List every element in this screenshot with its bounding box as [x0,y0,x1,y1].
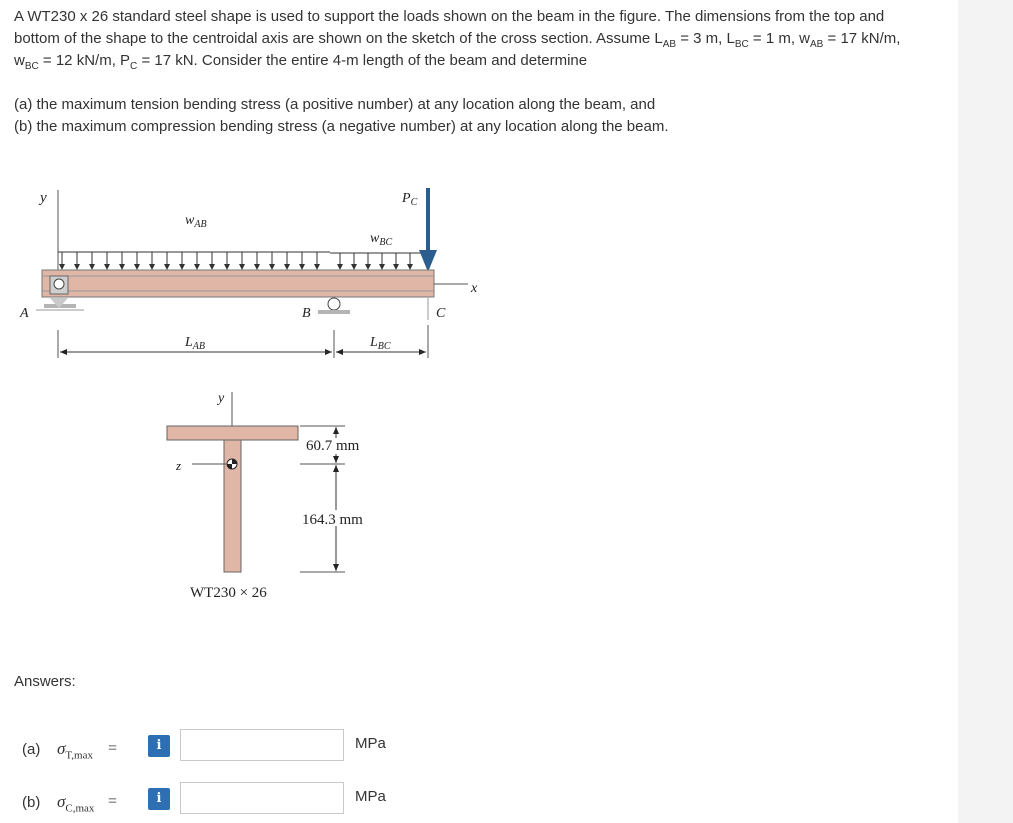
answer-part-b-label: (b) [22,794,41,811]
problem-line-2 [14,28,944,50]
x-axis-label: x [471,281,478,296]
load-arrowhead [407,264,413,270]
dimension-bottom: 164.3 mm [302,512,363,528]
centroid-symbol [227,459,237,469]
beam-figure [0,180,520,610]
sigma-glyph: σ [57,792,66,811]
point-label-a: A [20,306,29,321]
load-arrowhead [269,264,275,270]
answer-a-input[interactable] [180,729,344,761]
load-arrowhead [194,264,200,270]
answer-row-a [0,735,500,769]
sigma-subscript: C,max [65,802,95,815]
problem-text: bottom of the shape to the centroidal axis are shown on the sketch of the cross section. Assume L [14,30,663,47]
subscript: BC [24,61,39,72]
point-load-pc-arrowhead [419,250,437,272]
distributed-load-wab [58,252,330,270]
answer-b-unit: MPa [355,788,386,805]
subscript: BC [734,39,749,50]
dimension-top: 60.7 mm [306,438,360,454]
y-axis-label: y [40,190,47,206]
load-arrowhead [224,264,230,270]
load-label-wab: $w_{AB}$ [185,213,207,230]
subscript: AB [662,39,677,50]
load-arrowhead [379,264,385,270]
section-y-label: y [218,391,225,406]
load-arrowhead [134,264,140,270]
load-arrowhead [239,264,245,270]
answer-b-input[interactable] [180,782,344,814]
problem-text: A WT230 x 26 standard steel shape is used to support the loads shown on the beam in the figure. The dimensions from the top and [14,8,885,25]
point-label-c: C [436,306,446,321]
load-arrowhead [299,264,305,270]
dimension-label-lbc: $L_{BC}$ [370,335,391,352]
problem-text: = 17 kN/m, [823,30,901,47]
load-arrowhead [149,264,155,270]
load-arrowhead [209,264,215,270]
problem-text: = 12 kN/m, P [38,52,131,69]
equals-sign: = [108,740,118,757]
point-label-b: B [302,306,311,321]
load-arrowhead [365,264,371,270]
problem-text: w [14,52,25,69]
subscript: AB [810,39,824,50]
info-icon[interactable]: i [148,788,170,810]
subscript: C [130,61,138,72]
answer-a-unit: MPa [355,735,386,752]
sigma-glyph: σ [57,739,66,758]
load-arrowhead [104,264,110,270]
answer-part-a-label: (a) [22,741,41,758]
load-arrowhead [119,264,125,270]
dimension-label-lab: $L_{AB}$ [185,335,206,352]
sigma-t-max-symbol [57,739,93,762]
problem-line-3 [14,50,944,72]
problem-statement [14,6,944,138]
roller-support-b [318,298,350,314]
load-arrowhead [164,264,170,270]
section-name: WT230 × 26 [190,585,267,601]
problem-text: = 3 m, L [676,30,735,47]
load-arrowhead [393,264,399,270]
load-arrowhead [254,264,260,270]
distributed-load-wbc [330,253,425,270]
load-arrowhead [314,264,320,270]
tee-flange [167,426,298,440]
load-arrowhead [89,264,95,270]
section-z-label: z [176,458,182,473]
problem-text: = 1 m, w [748,30,811,47]
load-label-pc: $P_C$ [402,191,418,208]
sigma-c-max-symbol [57,792,95,815]
right-margin-strip [958,0,1013,823]
load-arrowhead [351,264,357,270]
info-icon[interactable]: i [148,735,170,757]
load-arrowhead [179,264,185,270]
question-part-a: (a) the maximum tension bending stress (a positive number) at any location along the beam, and [14,96,656,113]
load-arrowhead [59,264,65,270]
problem-line-1 [14,6,944,28]
answer-row-b [0,788,500,822]
load-label-wbc: $w_{BC}$ [370,231,393,248]
load-arrowhead [337,264,343,270]
sigma-subscript: T,max [65,749,93,762]
equals-sign: = [108,793,118,810]
beam [42,270,434,297]
load-arrowhead [74,264,80,270]
problem-text: = 17 kN. Consider the entire 4-m length of the beam and determine [137,52,588,69]
answers-heading: Answers: [14,673,76,690]
load-arrowhead [284,264,290,270]
question-part-b: (b) the maximum compression bending stress (a negative number) at any location along the beam. [14,118,669,135]
